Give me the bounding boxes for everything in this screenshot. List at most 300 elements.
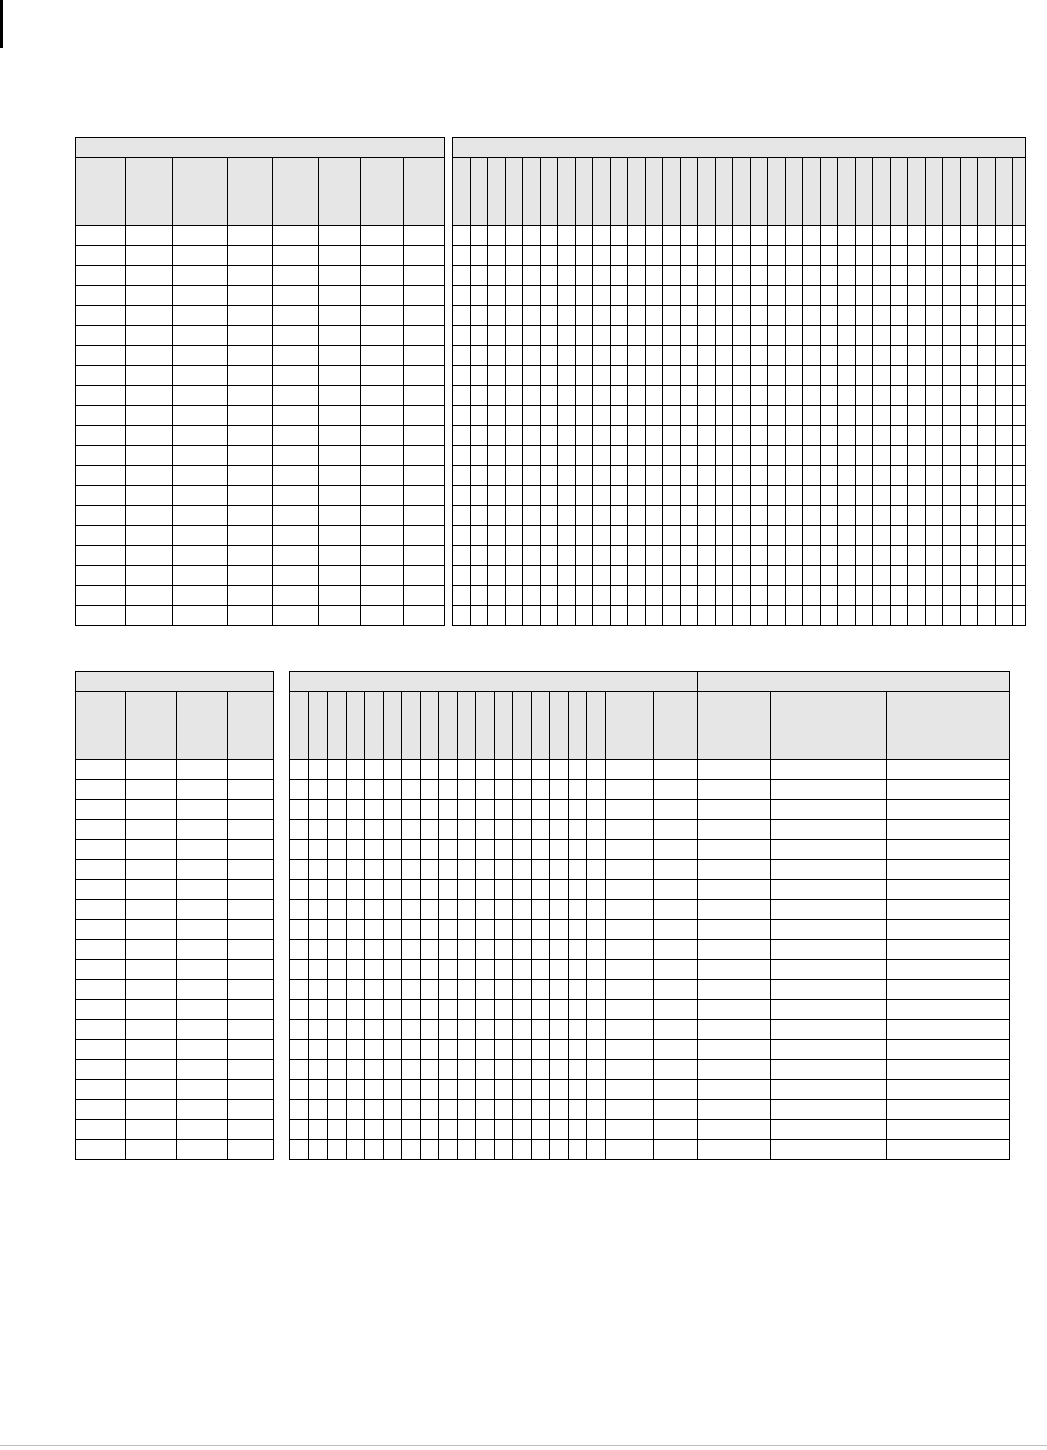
- table-cell: [523, 506, 541, 526]
- table-cell: [319, 426, 361, 446]
- table-cell: [611, 226, 628, 246]
- table-cell: [513, 840, 532, 860]
- table-cell: [576, 366, 593, 386]
- table-cell: [126, 980, 177, 1000]
- table-cell: [328, 1140, 347, 1160]
- table-cell: [803, 446, 821, 466]
- table-cell: [996, 426, 1013, 446]
- table-cell: [751, 546, 768, 566]
- table-cell: [347, 800, 365, 820]
- table-cell: [458, 1060, 476, 1080]
- table-cell: [891, 266, 908, 286]
- table-cell: [771, 860, 887, 880]
- table-cell: [611, 326, 628, 346]
- table-cell: [646, 466, 663, 486]
- table-cell: [365, 960, 384, 980]
- table-cell: [681, 266, 698, 286]
- table-cell: [319, 506, 361, 526]
- table-row: [76, 880, 274, 900]
- table-cell: [887, 1100, 1010, 1120]
- table-row: [76, 1060, 274, 1080]
- table-cell: [228, 1140, 274, 1160]
- table-cell: [681, 466, 698, 486]
- table-cell: [523, 486, 541, 506]
- table-header-cell: [319, 158, 361, 226]
- table-cell: [126, 1140, 177, 1160]
- table-cell: [126, 486, 173, 506]
- table-cell: [495, 1100, 513, 1120]
- table-cell: [943, 386, 961, 406]
- table-cell: [488, 246, 506, 266]
- table-header-cell: [978, 158, 996, 226]
- table-cell: [771, 780, 887, 800]
- table-cell: [384, 1080, 402, 1100]
- table-cell: [587, 940, 606, 960]
- table-row: [76, 1040, 274, 1060]
- table-cell: [319, 386, 361, 406]
- table-row: [453, 346, 1026, 366]
- table-cell: [177, 1080, 228, 1100]
- table-cell: [856, 486, 873, 506]
- table-cell: [523, 306, 541, 326]
- table-row: [290, 1100, 701, 1120]
- table-cell: [76, 1020, 126, 1040]
- table-cell: [698, 306, 716, 326]
- table-row: [453, 446, 1026, 466]
- table-cell: [569, 980, 587, 1000]
- table-cell: [126, 366, 173, 386]
- table-cell: [663, 546, 681, 566]
- table-cell: [873, 226, 891, 246]
- table-cell: [495, 1140, 513, 1160]
- table-cell: [996, 606, 1013, 626]
- table-cell: [402, 1100, 421, 1120]
- table-cell: [978, 586, 996, 606]
- table-cell: [347, 780, 365, 800]
- table-cell: [606, 960, 654, 980]
- table-cell: [943, 466, 961, 486]
- table-cell: [453, 326, 471, 346]
- table-cell: [328, 760, 347, 780]
- table-cell: [681, 586, 698, 606]
- table-row: [453, 246, 1026, 266]
- table-cell: [663, 466, 681, 486]
- table-cell: [716, 526, 733, 546]
- table-cell: [532, 900, 550, 920]
- table-cell: [569, 1020, 587, 1040]
- table-row: [290, 1060, 701, 1080]
- table-cell: [506, 546, 523, 566]
- table-cell: [961, 226, 978, 246]
- table-cell: [453, 386, 471, 406]
- table-cell: [361, 326, 404, 346]
- table-cell: [506, 586, 523, 606]
- table-row: [698, 860, 1010, 880]
- table-cell: [453, 366, 471, 386]
- table-cell: [476, 1040, 495, 1060]
- table-row: [453, 386, 1026, 406]
- table-cell: [173, 586, 228, 606]
- table-row: [290, 920, 701, 940]
- table-cell: [803, 526, 821, 546]
- table-cell: [698, 466, 716, 486]
- table-row: [453, 266, 1026, 286]
- table-header-cell: [421, 692, 439, 760]
- table-header-cell: [523, 158, 541, 226]
- table-cell: [611, 546, 628, 566]
- table-cell: [698, 980, 771, 1000]
- table-cell: [961, 286, 978, 306]
- table-cell: [273, 546, 319, 566]
- table-cell: [361, 546, 404, 566]
- table-cell: [587, 1140, 606, 1160]
- table-cell: [439, 900, 458, 920]
- table-header-cell: [506, 158, 523, 226]
- table-cell: [532, 940, 550, 960]
- table-cell: [384, 1120, 402, 1140]
- table-cell: [495, 840, 513, 860]
- table-cell: [384, 780, 402, 800]
- table-cell: [961, 446, 978, 466]
- table-cell: [908, 586, 926, 606]
- table-cell: [365, 1040, 384, 1060]
- table-cell: [513, 880, 532, 900]
- table-row: [76, 426, 445, 446]
- table-cell: [309, 1080, 328, 1100]
- table-row: [290, 1020, 701, 1040]
- table-cell: [891, 486, 908, 506]
- table-cell: [523, 426, 541, 446]
- table-cell: [471, 306, 488, 326]
- table-cell: [887, 1060, 1010, 1080]
- table-cell: [873, 246, 891, 266]
- table-cell: [506, 606, 523, 626]
- table-cell: [943, 606, 961, 626]
- table-header-cell: [439, 692, 458, 760]
- table-cell: [654, 860, 701, 880]
- table-cell: [365, 940, 384, 960]
- table-cell: [698, 1000, 771, 1020]
- table-header-cell: [126, 692, 177, 760]
- table-cell: [558, 506, 576, 526]
- table-cell: [402, 900, 421, 920]
- table-cell: [926, 226, 943, 246]
- table-cell: [421, 980, 439, 1000]
- table-cell: [458, 880, 476, 900]
- table-cell: [76, 406, 126, 426]
- table-cell: [506, 566, 523, 586]
- table-cell: [319, 306, 361, 326]
- table-cell: [961, 546, 978, 566]
- table-cell: [541, 566, 558, 586]
- table-cell: [365, 760, 384, 780]
- table-cell: [786, 426, 803, 446]
- table-cell: [751, 226, 768, 246]
- table-cell: [471, 446, 488, 466]
- table-cell: [550, 1100, 569, 1120]
- table-cell: [404, 566, 445, 586]
- table-cell: [803, 546, 821, 566]
- table-cell: [76, 326, 126, 346]
- table-cell: [908, 546, 926, 566]
- table-cell: [495, 1120, 513, 1140]
- table-cell: [173, 286, 228, 306]
- table-cell: [290, 1100, 309, 1120]
- table-cell: [347, 1040, 365, 1060]
- table-cell: [439, 860, 458, 880]
- table-cell: [716, 426, 733, 446]
- table-cell: [1013, 266, 1026, 286]
- table-cell: [569, 1060, 587, 1080]
- table-cell: [611, 346, 628, 366]
- table-cell: [628, 486, 646, 506]
- table-cell: [523, 226, 541, 246]
- table-cell: [628, 326, 646, 346]
- table-cell: [587, 1060, 606, 1080]
- table-cell: [821, 386, 838, 406]
- table-cell: [926, 286, 943, 306]
- table-cell: [523, 386, 541, 406]
- table-cell: [290, 1080, 309, 1100]
- table-cell: [458, 800, 476, 820]
- table-cell: [698, 760, 771, 780]
- table-cell: [856, 366, 873, 386]
- table-cell: [273, 306, 319, 326]
- table-cell: [126, 286, 173, 306]
- table-cell: [273, 586, 319, 606]
- table-cell: [513, 800, 532, 820]
- table-cell: [716, 566, 733, 586]
- table-row: [453, 566, 1026, 586]
- table-cell: [290, 1120, 309, 1140]
- table-cell: [495, 1080, 513, 1100]
- table-cell: [488, 266, 506, 286]
- table-cell: [228, 800, 274, 820]
- table-cell: [404, 266, 445, 286]
- table-cell: [384, 840, 402, 860]
- table-cell: [476, 960, 495, 980]
- table-cell: [663, 346, 681, 366]
- table-cell: [873, 406, 891, 426]
- table-cell: [421, 820, 439, 840]
- table-cell: [558, 606, 576, 626]
- table-cell: [471, 326, 488, 346]
- table-cell: [126, 226, 173, 246]
- table-cell: [290, 860, 309, 880]
- table-cell: [309, 980, 328, 1000]
- table-cell: [751, 606, 768, 626]
- table-cell: [309, 1020, 328, 1040]
- table-cell: [532, 1120, 550, 1140]
- table-cell: [471, 386, 488, 406]
- table-cell: [541, 346, 558, 366]
- table-row: [76, 1000, 274, 1020]
- table-cell: [402, 780, 421, 800]
- table-cell: [961, 306, 978, 326]
- table-cell: [751, 526, 768, 546]
- table-cell: [606, 1060, 654, 1080]
- table-cell: [361, 486, 404, 506]
- table-cell: [887, 860, 1010, 880]
- table-header-cell: [856, 158, 873, 226]
- table-cell: [646, 586, 663, 606]
- table-cell: [471, 526, 488, 546]
- table-cell: [926, 486, 943, 506]
- table-cell: [558, 566, 576, 586]
- table-cell: [733, 466, 751, 486]
- table-cell: [611, 426, 628, 446]
- table-cell: [856, 566, 873, 586]
- table-cell: [569, 820, 587, 840]
- table-cell: [838, 226, 856, 246]
- table-cell: [439, 880, 458, 900]
- table-cell: [646, 286, 663, 306]
- table-cell: [558, 346, 576, 366]
- table-header-row: [453, 158, 1026, 226]
- table-cell: [177, 800, 228, 820]
- table-cell: [347, 880, 365, 900]
- table-cell: [587, 800, 606, 820]
- table-cell: [541, 386, 558, 406]
- table-cell: [173, 386, 228, 406]
- table-row: [290, 1120, 701, 1140]
- table-cell: [887, 1040, 1010, 1060]
- table-cell: [328, 880, 347, 900]
- table-row: [76, 606, 445, 626]
- table-cell: [523, 326, 541, 346]
- table-cell: [126, 446, 173, 466]
- table-row: [76, 800, 274, 820]
- table-cell: [76, 800, 126, 820]
- table-cell: [177, 1020, 228, 1040]
- table-cell: [532, 780, 550, 800]
- table-cell: [856, 606, 873, 626]
- table-cell: [838, 306, 856, 326]
- table-cell: [347, 1060, 365, 1080]
- table-cell: [716, 366, 733, 386]
- table-cell: [908, 486, 926, 506]
- table-cell: [523, 446, 541, 466]
- table-header-cell: [716, 158, 733, 226]
- table-cell: [681, 606, 698, 626]
- upper-right-grid-table: [452, 137, 1026, 626]
- table-cell: [698, 326, 716, 346]
- table-row: [698, 980, 1010, 1000]
- table-cell: [421, 1080, 439, 1100]
- table-cell: [593, 466, 611, 486]
- table-cell: [471, 426, 488, 446]
- table-cell: [361, 346, 404, 366]
- table-cell: [523, 366, 541, 386]
- table-cell: [513, 920, 532, 940]
- table-cell: [576, 406, 593, 426]
- table-cell: [891, 566, 908, 586]
- table-cell: [228, 506, 273, 526]
- table-cell: [821, 566, 838, 586]
- table-cell: [495, 820, 513, 840]
- table-cell: [506, 226, 523, 246]
- table-cell: [126, 566, 173, 586]
- table-cell: [646, 226, 663, 246]
- table-cell: [488, 226, 506, 246]
- table-cell: [606, 760, 654, 780]
- table-row: [76, 486, 445, 506]
- table-cell: [439, 1140, 458, 1160]
- table-cell: [803, 386, 821, 406]
- table-row: [76, 1100, 274, 1120]
- table-cell: [786, 386, 803, 406]
- table-cell: [309, 900, 328, 920]
- table-header-cell: [733, 158, 751, 226]
- table-cell: [523, 586, 541, 606]
- table-cell: [173, 346, 228, 366]
- table-cell: [891, 346, 908, 366]
- table-cell: [173, 366, 228, 386]
- table-cell: [646, 546, 663, 566]
- table-cell: [476, 1000, 495, 1020]
- table-cell: [654, 1100, 701, 1120]
- table-cell: [402, 1020, 421, 1040]
- table-cell: [576, 446, 593, 466]
- table-cell: [404, 526, 445, 546]
- table-cell: [365, 860, 384, 880]
- table-cell: [76, 466, 126, 486]
- table-cell: [439, 780, 458, 800]
- table-cell: [654, 1120, 701, 1140]
- table-cell: [361, 426, 404, 446]
- table-cell: [891, 366, 908, 386]
- table-cell: [663, 446, 681, 466]
- table-header-cell: [476, 692, 495, 760]
- table-cell: [384, 940, 402, 960]
- table-cell: [786, 406, 803, 426]
- table-cell: [228, 386, 273, 406]
- table-header-cell: [698, 692, 771, 760]
- table-cell: [856, 526, 873, 546]
- table-cell: [126, 1100, 177, 1120]
- table-cell: [698, 446, 716, 466]
- table-cell: [786, 446, 803, 466]
- table-cell: [576, 506, 593, 526]
- table-cell: [628, 606, 646, 626]
- table-cell: [926, 586, 943, 606]
- table-cell: [319, 226, 361, 246]
- table-cell: [576, 586, 593, 606]
- table-cell: [126, 920, 177, 940]
- table-row: [76, 226, 445, 246]
- table-cell: [698, 800, 771, 820]
- table-header-cell: [558, 158, 576, 226]
- table-cell: [663, 426, 681, 446]
- table-cell: [228, 446, 273, 466]
- table-row: [290, 1040, 701, 1060]
- table-cell: [328, 820, 347, 840]
- table-cell: [328, 900, 347, 920]
- table-cell: [476, 1120, 495, 1140]
- table-cell: [751, 406, 768, 426]
- table-cell: [361, 266, 404, 286]
- table-cell: [768, 486, 786, 506]
- table-cell: [126, 900, 177, 920]
- table-cell: [856, 246, 873, 266]
- table-cell: [716, 386, 733, 406]
- table-cell: [228, 226, 273, 246]
- table-cell: [458, 860, 476, 880]
- table-header-cell: [887, 692, 1010, 760]
- table-cell: [768, 266, 786, 286]
- table-cell: [476, 980, 495, 1000]
- table-cell: [771, 1000, 887, 1020]
